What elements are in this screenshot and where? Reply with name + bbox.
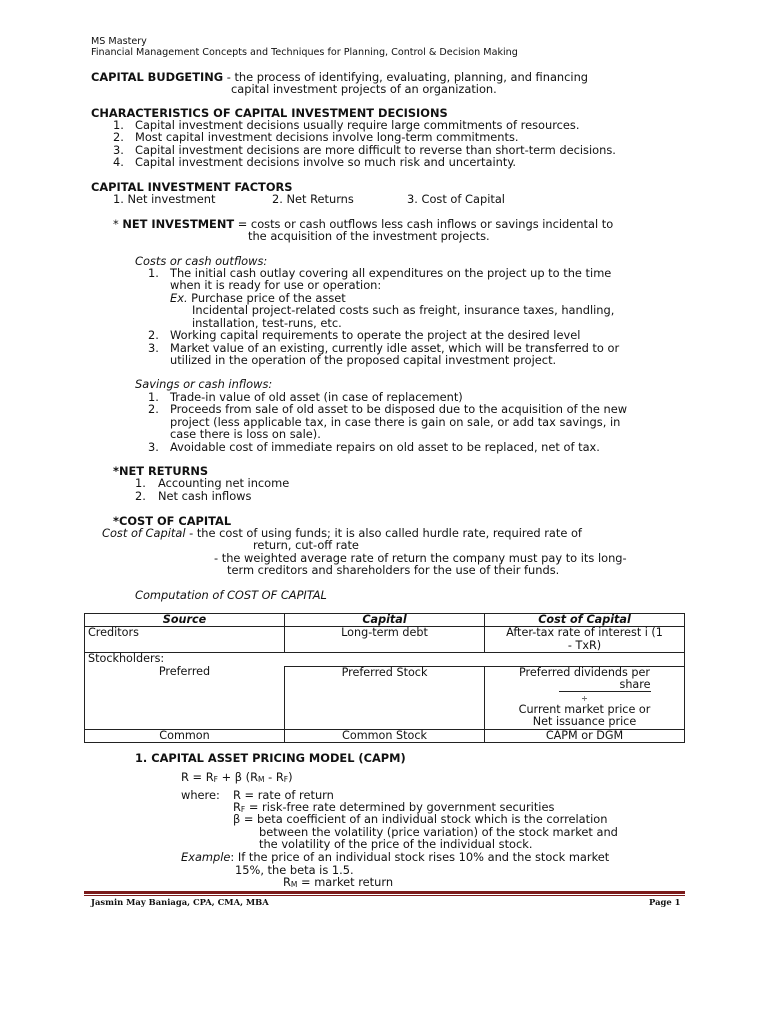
outflows-heading: Costs or cash outflows: xyxy=(135,254,268,268)
cost-of-capital-def-1-b: return, cut-off rate xyxy=(253,538,359,552)
table-row xyxy=(85,729,685,742)
divide-symbol: ÷ xyxy=(581,694,588,704)
rm-definition: $R_M$ = market return xyxy=(283,875,394,889)
inflow-2-a: Proceeds from sale of old asset to be disposed due to the acquisition of the new xyxy=(170,402,628,416)
net-investment-term: NET INVESTMENT xyxy=(122,217,235,231)
beta-definition-c: the volatility of the price of the individual stock. xyxy=(259,837,533,851)
cell-common: Common xyxy=(85,729,285,742)
outflow-1-b: when it is ready for use or operation: xyxy=(170,278,382,292)
cost-of-capital-def-2-a: - the weighted average rate of return the company must pay to its long- xyxy=(214,551,627,565)
inflow-2-c: case there is loss on sale). xyxy=(170,427,321,441)
list-item: 3. Capital investment decisions are more difficult to reverse than short-term decisions. xyxy=(113,142,616,157)
header-subtitle: Financial Management Concepts and Techniques for Planning, Control & Decision Making xyxy=(91,47,518,58)
list-item: 4. Capital investment decisions involve so much risk and uncertainty. xyxy=(113,155,517,170)
inflow-1-number: 1. xyxy=(148,390,159,404)
r-definition: R = rate of return xyxy=(233,788,334,802)
table-row xyxy=(85,653,685,666)
factors-heading: CAPITAL INVESTMENT FACTORS xyxy=(91,180,293,194)
column-header-cost-of-capital: Cost of Capital xyxy=(485,614,685,627)
cell-common-stock: Common Stock xyxy=(285,729,485,742)
cell-aftertax-rate: After-tax rate of interest i (1 - TxR) xyxy=(485,627,685,653)
cell-preferred: Preferred xyxy=(85,666,285,729)
list-item: 1. Capital investment decisions usually require large commitments of resources. xyxy=(113,118,580,132)
outflow-2: Working capital requirements to operate the project at the desired level xyxy=(170,328,581,342)
cell-preferred-cost: Preferred dividends per share ÷ Current market price or Net issuance price xyxy=(485,666,685,729)
inflows-heading: Savings or cash inflows: xyxy=(135,377,273,391)
outflow-3-b: utilized in the operation of the proposed capital investment project. xyxy=(170,353,557,367)
example-line: Ex. Purchase price of the asset xyxy=(170,291,346,305)
example-line-capm: Example: If the price of an individual stock rises 10% and the stock market xyxy=(181,850,610,864)
factor-net-returns: 2. Net Returns xyxy=(272,192,354,206)
example-line-capm-b: 15%, the beta is 1.5. xyxy=(235,863,354,877)
capital-budgeting-def-2: capital investment projects of an organization. xyxy=(231,82,497,96)
characteristics-list xyxy=(113,118,695,170)
inflow-1: Trade-in value of old asset (in case of replacement) xyxy=(170,390,463,404)
capm-formula: $R = R_F + \beta$ $(R_M - R_F)$ xyxy=(181,770,293,784)
inflow-2-number: 2. xyxy=(148,402,159,416)
where-label: where: xyxy=(181,788,220,802)
incidental-b: installation, test-runs, etc. xyxy=(192,316,342,330)
cost-of-capital-table xyxy=(84,613,685,743)
net-returns-heading: *NET RETURNS xyxy=(113,464,209,478)
table-row xyxy=(85,666,685,729)
outflow-3-a: Market value of an existing, currently idle asset, which will be transferred to or xyxy=(170,341,620,355)
capital-budgeting-def-1: - the process of identifying, evaluating, planning, and financing xyxy=(223,70,589,84)
net-returns-2: Net cash inflows xyxy=(158,489,252,503)
inflow-3-number: 3. xyxy=(148,440,159,454)
footer-rule-thick xyxy=(84,891,685,894)
table-row xyxy=(85,627,685,653)
outflow-3-number: 3. xyxy=(148,341,159,355)
column-header-source: Source xyxy=(85,614,285,627)
net-investment-def-2: the acquisition of the investment projects. xyxy=(248,229,490,243)
inflow-2-b: project (less applicable tax, in case there is gain on sale, or add tax savings, in xyxy=(170,415,621,429)
table-header-row xyxy=(85,614,685,627)
cost-of-capital-def-1: Cost of Capital - the cost of using funds; it is also called hurdle rate, required rate of xyxy=(102,526,582,540)
factor-net-investment: 1. Net investment xyxy=(113,192,216,206)
characteristics-heading: CHARACTERISTICS OF CAPITAL INVESTMENT DECISIONS xyxy=(91,106,448,120)
header-series: MS Mastery xyxy=(91,36,147,47)
cell-stockholders: Stockholders: xyxy=(85,653,685,666)
cost-of-capital-def-2-b: term creditors and shareholders for the use of their funds. xyxy=(227,563,560,577)
column-header-capital: Capital xyxy=(285,614,485,627)
net-returns-2-number: 2. xyxy=(135,489,146,503)
footer-author: Jasmin May Baniaga, CPA, CMA, MBA xyxy=(91,897,269,907)
cell-creditors: Creditors xyxy=(85,627,285,653)
footer-rule-thin xyxy=(84,895,685,896)
incidental-a: Incidental project-related costs such as freight, insurance taxes, handling, xyxy=(192,303,615,317)
cost-of-capital-heading: *COST OF CAPITAL xyxy=(113,514,232,528)
cell-long-term-debt: Long-term debt xyxy=(285,627,485,653)
capital-budgeting-term: CAPITAL BUDGETING xyxy=(91,70,224,84)
outflow-2-number: 2. xyxy=(148,328,159,342)
net-returns-1: Accounting net income xyxy=(158,476,290,490)
beta-definition-b: between the volatility (price variation) of the stock market and xyxy=(259,825,618,839)
net-returns-1-number: 1. xyxy=(135,476,146,490)
factor-cost-of-capital: 3. Cost of Capital xyxy=(407,192,505,206)
outflow-1-number: 1. xyxy=(148,266,159,280)
computation-caption: Computation of COST OF CAPITAL xyxy=(135,588,327,602)
beta-definition-a: β = beta coefficient of an individual stock which is the correlation xyxy=(233,812,608,826)
inflow-3: Avoidable cost of immediate repairs on old asset to be replaced, net of tax. xyxy=(170,440,600,454)
rf-definition: $R_F$ = risk-free rate determined by government securities xyxy=(233,800,555,814)
cell-preferred-stock: Preferred Stock xyxy=(285,666,485,729)
net-investment-definition: * NET INVESTMENT = costs or cash outflows less cash inflows or savings incidental to xyxy=(113,217,614,231)
list-item: 2. Most capital investment decisions involve long-term commitments. xyxy=(113,130,519,145)
footer-page-number: Page 1 xyxy=(649,897,681,907)
capm-heading: 1. CAPITAL ASSET PRICING MODEL (CAPM) xyxy=(135,751,406,765)
outflow-1-a: The initial cash outlay covering all expenditures on the project up to the time xyxy=(170,266,612,280)
cell-capm-dgm: CAPM or DGM xyxy=(485,729,685,742)
